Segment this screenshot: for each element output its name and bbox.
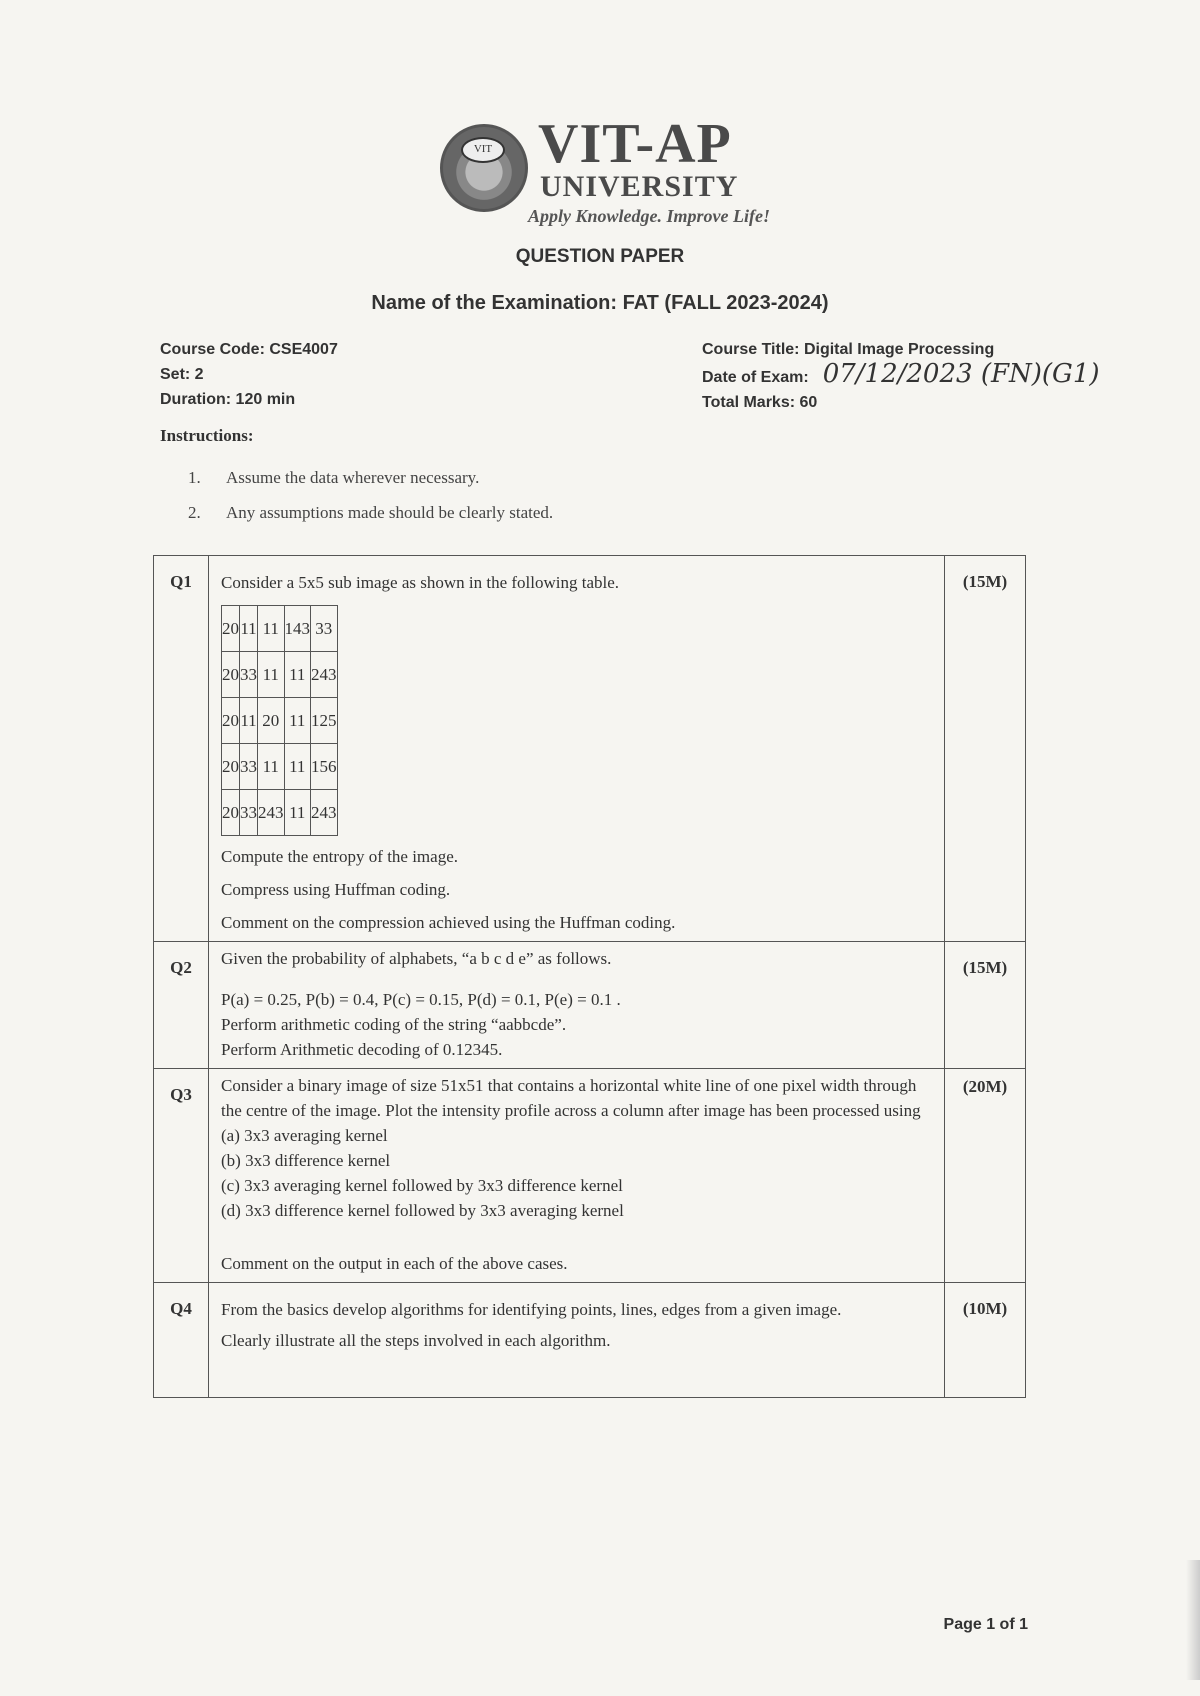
matrix-cell: 156 xyxy=(311,744,338,790)
question-text: Perform arithmetic coding of the string “aabbcde”. xyxy=(221,1015,567,1034)
matrix-cell: 33 xyxy=(240,652,258,698)
question-text: Comment on the compression achieved using the Huffman coding. xyxy=(221,913,676,932)
total-marks: Total Marks: 60 xyxy=(702,394,818,411)
logo-university: UNIVERSITY xyxy=(540,170,739,203)
question-text: P(a) = 0.25, P(b) = 0.4, P(c) = 0.15, P(d) = 0.1, P(e) = 0.1 . xyxy=(221,990,621,1009)
question-text: Compute the entropy of the image. xyxy=(221,847,458,866)
matrix-cell: 11 xyxy=(258,652,285,698)
matrix-cell: 11 xyxy=(240,698,258,744)
university-logo xyxy=(440,113,770,228)
instructions-heading: Instructions: xyxy=(160,426,254,445)
matrix-cell: 11 xyxy=(240,606,258,652)
image-matrix xyxy=(221,605,338,836)
course-title: Course Title: Digital Image Processing xyxy=(702,341,995,358)
question-body xyxy=(209,1283,945,1398)
matrix-cell: 33 xyxy=(311,606,338,652)
question-text: (b) 3x3 difference kernel xyxy=(221,1151,391,1170)
matrix-cell: 20 xyxy=(258,698,285,744)
emblem-icon xyxy=(440,124,528,212)
question-marks: (10M) xyxy=(945,1283,1026,1398)
question-text: Perform Arithmetic decoding of 0.12345. xyxy=(221,1040,503,1059)
page-number: Page 1 of 1 xyxy=(943,1616,1028,1633)
matrix-cell: 11 xyxy=(258,744,285,790)
matrix-cell: 143 xyxy=(284,606,311,652)
question-text: Given the probability of alphabets, “a b c d e” as follows. xyxy=(221,949,612,968)
meta-left xyxy=(160,337,338,412)
question-number: Q2 xyxy=(154,942,209,1069)
matrix-cell: 11 xyxy=(258,606,285,652)
duration: Duration: 120 min xyxy=(160,391,296,408)
matrix-row xyxy=(222,744,338,790)
matrix-cell: 243 xyxy=(311,790,338,836)
set-number: Set: 2 xyxy=(160,366,204,383)
question-marks: (15M) xyxy=(945,556,1026,942)
matrix-cell: 11 xyxy=(284,652,311,698)
question-number: Q3 xyxy=(154,1069,209,1283)
matrix-cell: 33 xyxy=(240,790,258,836)
matrix-cell: 11 xyxy=(284,744,311,790)
question-number: Q4 xyxy=(154,1283,209,1398)
question-row-q2 xyxy=(154,942,1026,1069)
question-row-q3 xyxy=(154,1069,1026,1283)
course-code: Course Code: CSE4007 xyxy=(160,341,338,358)
matrix-cell: 125 xyxy=(311,698,338,744)
question-row-q4 xyxy=(154,1283,1026,1398)
matrix-cell: 11 xyxy=(284,698,311,744)
questions-table xyxy=(153,555,1026,1398)
question-body xyxy=(209,556,945,942)
matrix-cell: 243 xyxy=(258,790,285,836)
date-label: Date of Exam: xyxy=(702,369,809,386)
question-text: Clearly illustrate all the steps involved in each algorithm. xyxy=(221,1331,611,1350)
question-text: Consider a binary image of size 51x51 that contains a horizontal white line of one pixel width through the centre of the image. Plot the intensity profile across a column after image has been processed using xyxy=(221,1076,921,1120)
question-text: (c) 3x3 averaging kernel followed by 3x3 difference kernel xyxy=(221,1176,623,1195)
matrix-row xyxy=(222,606,338,652)
exam-name: Name of the Examination: FAT (FALL 2023-2024) xyxy=(371,292,829,314)
question-marks: (15M) xyxy=(945,942,1026,1069)
logo-tagline: Apply Knowledge. Improve Life! xyxy=(528,206,770,226)
instruction-item: 2. Any assumptions made should be clearly stated. xyxy=(188,503,554,522)
question-text: Compress using Huffman coding. xyxy=(221,880,451,899)
matrix-row xyxy=(222,698,338,744)
question-text: Comment on the output in each of the above cases. xyxy=(221,1254,568,1273)
question-marks: (20M) xyxy=(945,1069,1026,1283)
logo-name: VIT-AP xyxy=(538,113,732,175)
matrix-row xyxy=(222,652,338,698)
matrix-row xyxy=(222,790,338,836)
scan-edge-shadow xyxy=(1186,1560,1200,1680)
question-body xyxy=(209,942,945,1069)
matrix-cell: 20 xyxy=(222,698,240,744)
question-number: Q1 xyxy=(154,556,209,942)
question-text: Consider a 5x5 sub image as shown in the following table. xyxy=(221,573,620,592)
emblem-text: VIT xyxy=(461,137,505,163)
matrix-cell: 243 xyxy=(311,652,338,698)
question-body xyxy=(209,1069,945,1283)
instructions-list xyxy=(188,460,553,530)
matrix-cell: 20 xyxy=(222,606,240,652)
exam-date xyxy=(702,359,1100,390)
matrix-cell: 11 xyxy=(284,790,311,836)
meta-right xyxy=(702,337,1100,415)
matrix-cell: 33 xyxy=(240,744,258,790)
document-type: QUESTION PAPER xyxy=(515,246,685,267)
date-handwritten: 07/12/2023 (FN)(G1) xyxy=(822,359,1100,389)
question-text: From the basics develop algorithms for identifying points, lines, edges from a given image. xyxy=(221,1300,842,1319)
question-row-q1 xyxy=(154,556,1026,942)
question-text: (d) 3x3 difference kernel followed by 3x3 averaging kernel xyxy=(221,1201,624,1220)
matrix-cell: 20 xyxy=(222,652,240,698)
matrix-cell: 20 xyxy=(222,744,240,790)
question-text: (a) 3x3 averaging kernel xyxy=(221,1126,388,1145)
matrix-cell: 20 xyxy=(222,790,240,836)
instruction-item: 1. Assume the data wherever necessary. xyxy=(188,468,480,487)
